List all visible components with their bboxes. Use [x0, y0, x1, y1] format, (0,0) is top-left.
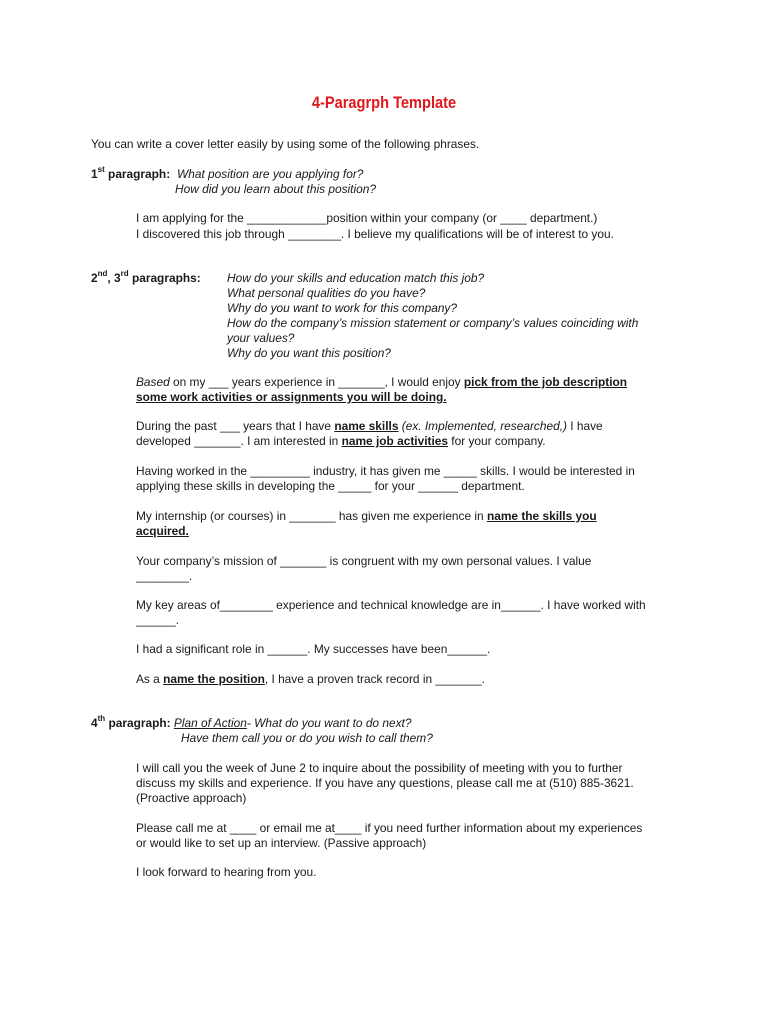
- key-areas-line-2: ______.: [136, 613, 179, 627]
- internship-line-2: acquired.: [136, 524, 189, 538]
- p1-heading: 1st paragraph:: [91, 165, 171, 181]
- as-a-line: As a name the position, I have a proven track record in _______.: [136, 672, 485, 686]
- mission-line-1: Your company’s mission of _______ is congruent with my own personal values. I value: [136, 554, 592, 568]
- based-line-1: Based on my ___ years experience in _______, I would enjoy pick from the job description: [136, 375, 628, 389]
- mission-line-2: ________.: [136, 569, 193, 583]
- please-call-line-2: or would like to set up an interview. (Passive approach): [136, 836, 427, 850]
- p1-line-2: I discovered this job through ________. I believe my qualifications will be of interest to you.: [136, 227, 614, 241]
- role-line: I had a significant role in ______. My successes have been______.: [136, 642, 491, 656]
- p23-question-3: Why do you want to work for this company?: [227, 301, 457, 315]
- p1-question-1: What position are you applying for?: [177, 167, 364, 181]
- during-line-1: During the past ___ years that I have name skills (ex. Implemented, researched,) I have: [136, 419, 603, 433]
- p23-question-4: How do the company’s mission statement or company’s values coinciding with: [227, 316, 639, 330]
- internship-line-1: My internship (or courses) in _______ has given me experience in name the skills you: [136, 509, 597, 523]
- p4-heading: 4th paragraph: Plan of Action- What do you want to do next?: [91, 714, 412, 730]
- during-line-2: developed _______. I am interested in name job activities for your company.: [136, 434, 546, 448]
- having-line-2: applying these skills in developing the _____ for your ______ department.: [136, 479, 525, 493]
- p23-question-5: your values?: [227, 331, 295, 345]
- will-call-line-2: discuss my skills and experience. If you have any questions, please call me at (510) 885-3621.: [136, 776, 634, 790]
- key-areas-line-1: My key areas of________ experience and technical knowledge are in______. I have worked with: [136, 598, 646, 612]
- closing-line: I look forward to hearing from you.: [136, 865, 317, 879]
- p4-question-2: Have them call you or do you wish to call them?: [181, 731, 433, 745]
- will-call-line-1: I will call you the week of June 2 to inquire about the possibility of meeting with you to further: [136, 761, 623, 775]
- intro-text: You can write a cover letter easily by using some of the following phrases.: [91, 137, 480, 151]
- based-line-2: some work activities or assignments you will be doing.: [136, 390, 447, 404]
- page-title: 4-Paragrph Template: [311, 93, 457, 112]
- p1-question-2: How did you learn about this position?: [175, 182, 376, 196]
- p23-question-2: What personal qualities do you have?: [227, 286, 426, 300]
- p23-question-1: How do your skills and education match this job?: [227, 271, 485, 285]
- p23-question-6: Why do you want this position?: [227, 346, 391, 360]
- p1-line-1: I am applying for the ____________position within your company (or ____ department.): [136, 211, 598, 225]
- having-line-1: Having worked in the _________ industry, it has given me _____ skills. I would be interested in: [136, 464, 635, 478]
- will-call-line-3: (Proactive approach): [136, 791, 247, 805]
- please-call-line-1: Please call me at ____ or email me at____ if you need further information about my experiences: [136, 821, 643, 835]
- p23-heading: 2nd, 3rd paragraphs:: [91, 269, 201, 285]
